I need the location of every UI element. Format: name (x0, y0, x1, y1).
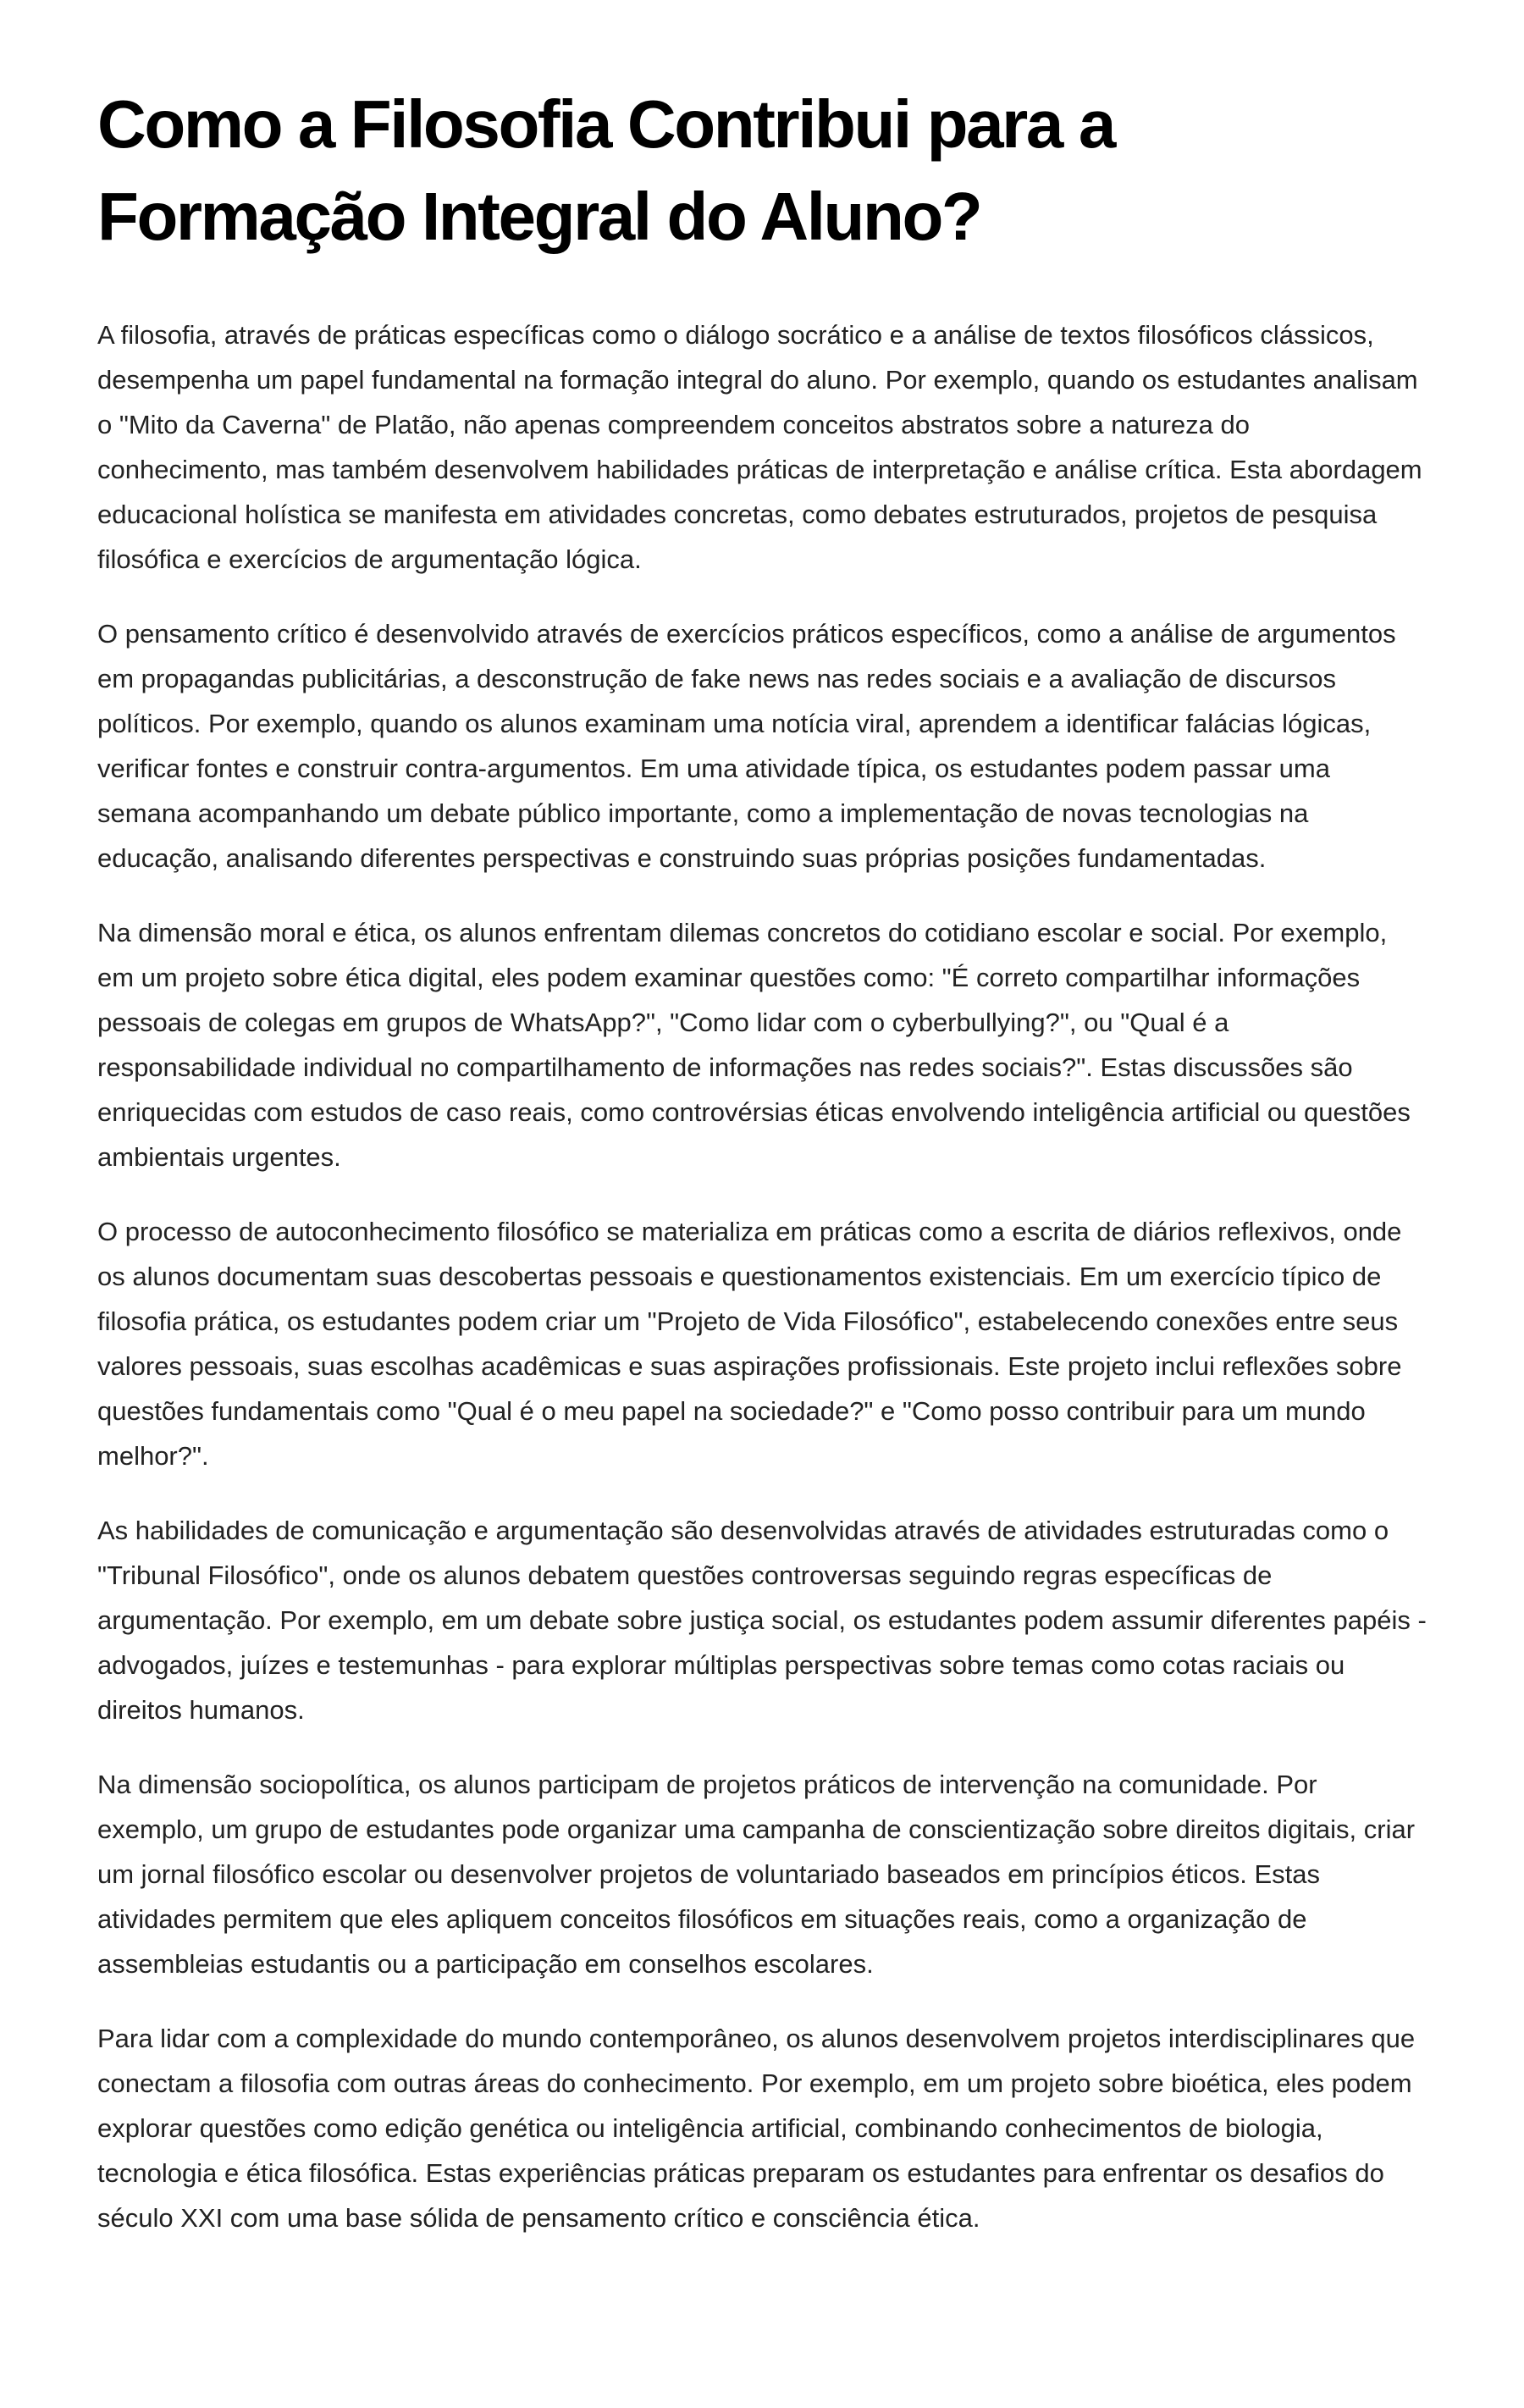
paragraph-introduction: A filosofia, através de práticas específicas como o diálogo socrático e a análise de textos filosóficos clássicos, desempenha um papel fundamental na formação integral do aluno. Por exemplo, quando os estudantes analisam o "Mito da Caverna" de Platão, não apenas compreendem conceitos abstratos sobre a natureza do conhecimento, mas também desenvolvem habilidades práticas de interpretação e análise crítica. Esta abordagem educacional holística se manifesta em atividades concretas, como debates estruturados, projetos de pesquisa filosófica e exercícios de argumentação lógica. (97, 320, 1422, 574)
paragraph-sociopolitical: Na dimensão sociopolítica, os alunos participam de projetos práticos de intervenção na comunidade. Por exemplo, um grupo de estudantes pode organizar uma campanha de conscientização sobre direitos digitais, criar um jornal filosófico escolar ou desenvolver projetos de voluntariado baseados em princípios éticos. Estas atividades permitem que eles apliquem conceitos filosóficos em situações reais, como a organização de assembleias estudantis ou a participação em conselhos escolares. (97, 1770, 1416, 1979)
paragraph-moral-ethics: Na dimensão moral e ética, os alunos enfrentam dilemas concretos do cotidiano escolar e social. Por exemplo, em um projeto sobre ética digital, eles podem examinar questões como: "É correto compartilhar informações pessoais de colegas em grupos de WhatsApp?", "Como lidar com o cyberbullying?", ou "Qual é a responsabilidade individual no compartilhamento de informações nas redes sociais?". Estas discussões são enriquecidas com estudos de caso reais, como controvérsias éticas envolvendo inteligência artificial ou questões ambientais urgentes. (97, 918, 1411, 1172)
paragraph-communication: As habilidades de comunicação e argumentação são desenvolvidas através de atividades estruturadas como o "Tribunal Filosófico", onde os alunos debatem questões controversas seguindo regras específicas de argumentação. Por exemplo, em um debate sobre justiça social, os estudantes podem assumir diferentes papéis - advogados, juízes e testemunhas - para explorar múltiplas perspectivas sobre temas como cotas raciais ou direitos humanos. (97, 1516, 1427, 1725)
paragraph-self-knowledge: O processo de autoconhecimento filosófico se materializa em práticas como a escrita de diários reflexivos, onde os alunos documentam suas descobertas pessoais e questionamentos existenciais. Em um exercício típico de filosofia prática, os estudantes podem criar um "Projeto de Vida Filosófico", estabelecendo conexões entre seus valores pessoais, suas escolhas acadêmicas e suas aspirações profissionais. Este projeto inclui reflexões sobre questões fundamentais como "Qual é o meu papel na sociedade?" e "Como posso contribuir para um mundo melhor?". (97, 1217, 1402, 1471)
article-title: Como a Filosofia Contribui para a Formação Integral do Aluno? (97, 86, 1114, 254)
paragraph-contemporary-world: Para lidar com a complexidade do mundo contemporâneo, os alunos desenvolvem projetos interdisciplinares que conectam a filosofia com outras áreas do conhecimento. Por exemplo, em um projeto sobre bioética, eles podem explorar questões como edição genética ou inteligência artificial, combinando conhecimentos de biologia, tecnologia e ética filosófica. Estas experiências práticas preparam os estudantes para enfrentar os desafios do século XXI com uma base sólida de pensamento crítico e consciência ética. (97, 2024, 1416, 2233)
article (97, 78, 1427, 2270)
paragraph-critical-thinking: O pensamento crítico é desenvolvido através de exercícios práticos específicos, como a análise de argumentos em propagandas publicitárias, a desconstrução de fake news nas redes sociais e a avaliação de discursos políticos. Por exemplo, quando os alunos examinam uma notícia viral, aprendem a identificar falácias lógicas, verificar fontes e construir contra-argumentos. Em uma atividade típica, os estudantes podem passar uma semana acompanhando um debate público importante, como a implementação de novas tecnologias na educação, analisando diferentes perspectivas e construindo suas próprias posições fundamentadas. (97, 619, 1396, 873)
